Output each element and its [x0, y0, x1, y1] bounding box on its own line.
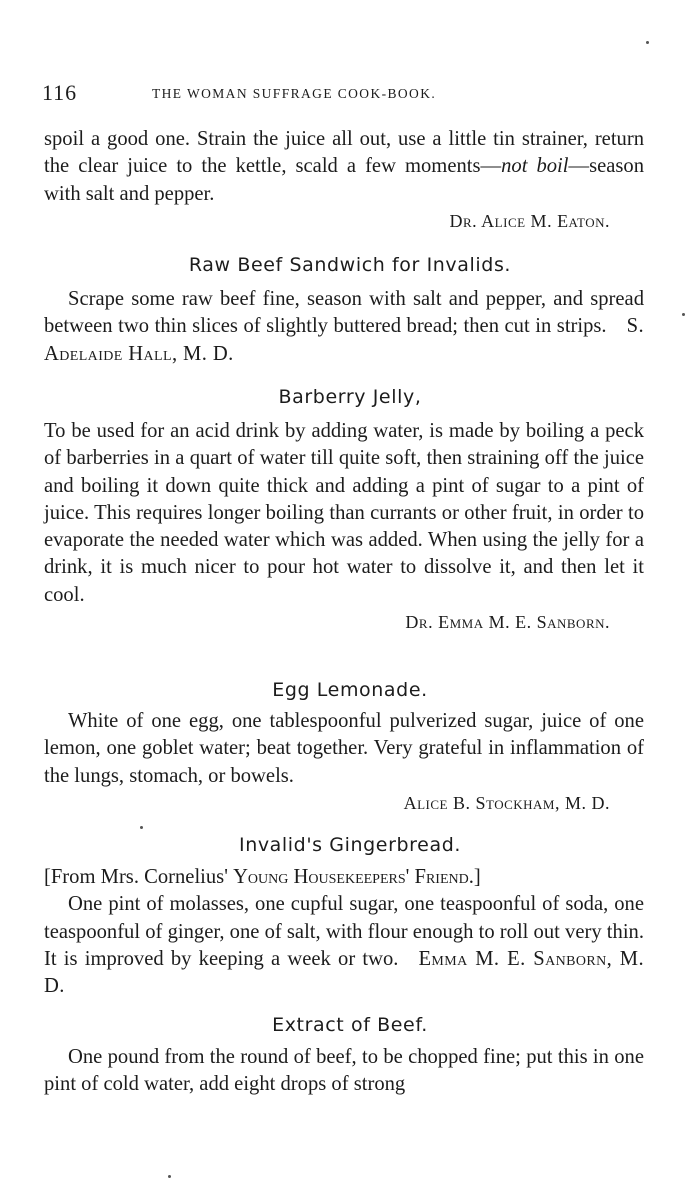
- recipe-body: To be used for an acid drink by adding water, is made by boiling a peck of barberries in a quart of water till quite soft, then straining off the juice and boiling it down quite thick and adding a pint of sugar to a pint of juice. This requires longer boiling than currants or other fruit, in order to evaporate the needed water which was added. When using the jelly for a drink, it is much nicer to pour hot water to dissolve it, and then let it cool.: [44, 420, 644, 606]
- signature-stockham: Alice B. Stockham, M. D.: [403, 792, 610, 813]
- recipe-title-barberry-jelly: Barberry Jelly,: [278, 386, 422, 408]
- print-speck: [140, 826, 143, 829]
- recipe-body: White of one egg, one tablespoonful pulverized sugar, juice of one lemon, one goblet water; beat together. Very grateful in inflammation of the lungs, stomach, or bowels.: [44, 710, 644, 787]
- recipe-title-invalids-gingerbread: Invalid's Gingerbread.: [238, 834, 461, 856]
- recipe-title-raw-beef-sandwich: Raw Beef Sandwich for Invalids.: [188, 254, 512, 276]
- recipe-source: [From Mrs. Cornelius' Young Housekeepers' Friend.]: [44, 866, 481, 888]
- print-speck: [682, 313, 685, 316]
- recipe-barberry-jelly: [44, 418, 644, 636]
- signature-eaton: Dr. Alice M. Eaton.: [449, 210, 610, 231]
- signature-sanborn: Dr. Emma M. E. Sanborn.: [405, 612, 610, 633]
- print-speck: [646, 41, 649, 44]
- signature-sanborn-md: Emma M. E. Sanborn, M. D.: [44, 947, 644, 998]
- recipe-title-egg-lemonade: Egg Lemonade.: [272, 679, 428, 701]
- signature-hall: S. Adelaide Hall, M. D.: [44, 315, 644, 365]
- recipe-body: One pint of molasses, one cupful sugar, one teaspoonful of soda, one teaspoonful of ginger, one of salt, with flour enough to roll out very thin. It is improved by keeping a week or two. Emma M. E. Sanborn, M. D.: [44, 893, 644, 998]
- page-number: 116: [42, 80, 78, 105]
- recipe-body: One pound from the round of beef, to be chopped fine; put this in one pint of cold water, add eight drops of strong: [44, 1046, 644, 1096]
- print-speck: [168, 1175, 171, 1178]
- recipe-raw-beef-sandwich: [44, 286, 644, 368]
- running-title: THE WOMAN SUFFRAGE COOK-BOOK.: [152, 86, 437, 101]
- recipe-extract-of-beef: [44, 1044, 644, 1099]
- recipe-invalids-gingerbread: [44, 864, 644, 1000]
- continuation-paragraph: [44, 126, 644, 235]
- recipe-egg-lemonade: [44, 708, 644, 817]
- emphasis-not-boil: not boil: [501, 155, 569, 178]
- source-book-name: Young Housekeepers' Friend.]: [233, 866, 481, 888]
- running-head: [42, 80, 660, 106]
- recipe-body: Scrape some raw beef fine, season with salt and pepper, and spread between two thin slices of slightly buttered bread; then cut in strips. S. Adelaide Hall, M. D.: [44, 288, 644, 365]
- continuation-text: spoil a good one. Strain the juice all out, use a little tin strainer, return the clear juice to the kettle, scald a few moments—not boil—season with salt and pepper.: [44, 128, 644, 205]
- recipe-title-extract-of-beef: Extract of Beef.: [272, 1014, 428, 1036]
